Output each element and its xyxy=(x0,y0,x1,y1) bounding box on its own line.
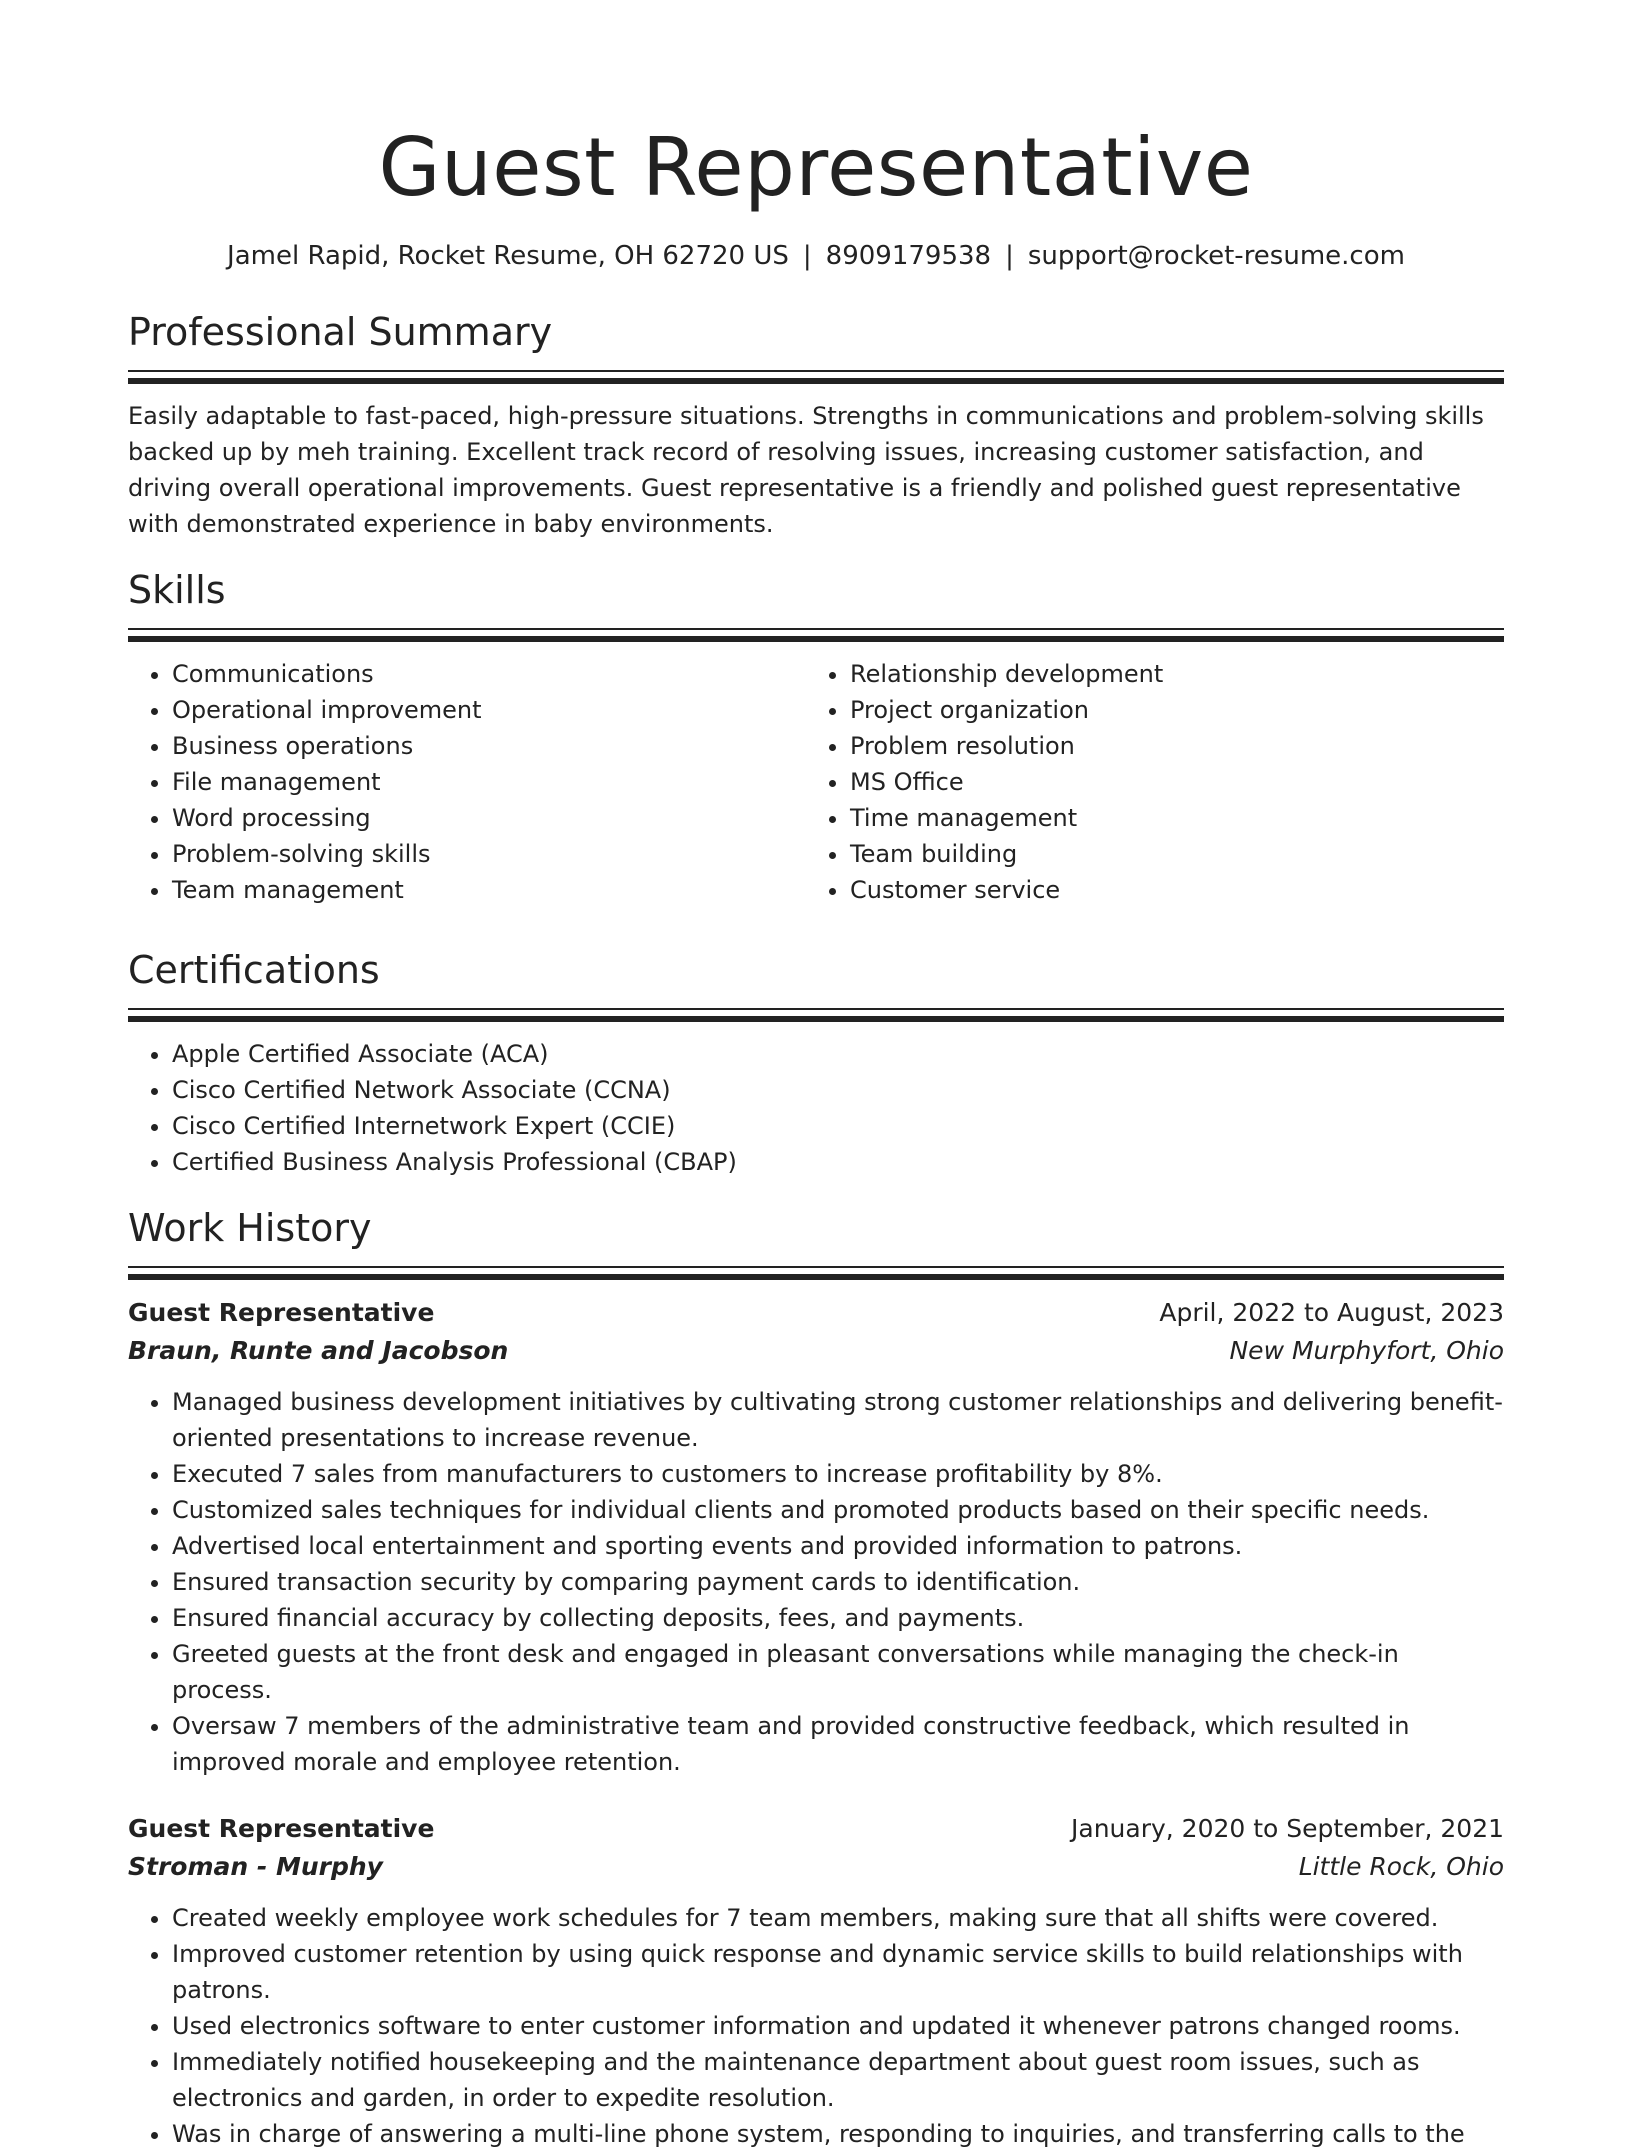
skills-section xyxy=(128,566,1504,908)
job-subheader-row xyxy=(128,1332,1504,1370)
skill-item: • File management xyxy=(172,764,806,800)
resume-title: Guest Representative xyxy=(378,121,1254,214)
job-bullet: • Ensured financial accuracy by collecting deposits, fees, and payments. xyxy=(172,1600,1504,1636)
job-bullets xyxy=(128,1900,1504,2152)
certification-item: • Cisco Certified Internetwork Expert (CCIE) xyxy=(172,1108,1504,1144)
job-dates: April, 2022 to August, 2023 xyxy=(1159,1298,1504,1327)
job-bullet: • Oversaw 7 members of the administrative team and provided constructive feedback, which resulted in improved morale and employee retention. xyxy=(172,1708,1504,1780)
section-rule-thin xyxy=(128,1008,1504,1010)
certifications-list xyxy=(128,1036,1504,1180)
job-location: New Murphyfort, Ohio xyxy=(1229,1336,1504,1365)
job-bullet: • Ensured transaction security by comparing payment cards to identification. xyxy=(172,1564,1504,1600)
skill-item: • MS Office xyxy=(850,764,1484,800)
skill-item: • Project organization xyxy=(850,692,1484,728)
job-entry xyxy=(128,1294,1504,1780)
job-company: Braun, Runte and Jacobson xyxy=(128,1336,509,1365)
certification-item: • Certified Business Analysis Professional (CBAP) xyxy=(172,1144,1504,1180)
skill-item: • Problem-solving skills xyxy=(172,836,806,872)
skill-item: • Business operations xyxy=(172,728,806,764)
job-bullets xyxy=(128,1384,1504,1780)
section-heading: Professional Summary xyxy=(128,310,553,354)
skill-item: • Communications xyxy=(172,656,806,692)
job-bullet: • Advertised local entertainment and sporting events and provided information to patrons. xyxy=(172,1528,1504,1564)
section-rule-thick xyxy=(128,1274,1504,1280)
skills-grid xyxy=(128,656,1504,908)
section-rule-thick xyxy=(128,378,1504,384)
section-rule-thin xyxy=(128,1266,1504,1268)
section-heading: Skills xyxy=(128,568,226,612)
contact-line xyxy=(128,238,1504,274)
contact-separator: | xyxy=(802,241,812,271)
certification-item: • Cisco Certified Network Associate (CCNA) xyxy=(172,1072,1504,1108)
job-title: Guest Representative xyxy=(128,1298,435,1327)
skills-list-left xyxy=(128,656,806,908)
job-subheader-row xyxy=(128,1848,1504,1886)
contact-address: Jamel Rapid, Rocket Resume, OH 62720 US xyxy=(227,241,789,271)
section-heading: Work History xyxy=(128,1206,372,1250)
job-bullet: • Immediately notified housekeeping and the maintenance department about guest room issues, such as electronics and garden, in order to expedite resolution. xyxy=(172,2044,1504,2116)
summary-section xyxy=(128,308,1504,542)
certifications-section xyxy=(128,946,1504,1180)
job-bullet: • Greeted guests at the front desk and engaged in pleasant conversations while managing the check-in process. xyxy=(172,1636,1504,1708)
skill-item: • Operational improvement xyxy=(172,692,806,728)
section-heading: Certifications xyxy=(128,948,380,992)
job-dates: January, 2020 to September, 2021 xyxy=(1071,1814,1504,1843)
contact-separator: | xyxy=(1005,241,1014,271)
job-bullet: • Managed business development initiatives by cultivating strong customer relationships and delivering benefit-oriented presentations to increase revenue. xyxy=(172,1384,1504,1456)
summary-text: Easily adaptable to fast-paced, high-pressure situations. Strengths in communications and problem-solving skills backed up by meh training. Excellent track record of resolving issues, increasing customer satisfaction, and driving overall operational improvements. Guest representative is a friendly and polished guest representative with demonstrated experience in baby environments. xyxy=(128,402,1484,538)
job-bullet: • Executed 7 sales from manufacturers to customers to increase profitability by 8%. xyxy=(172,1456,1504,1492)
section-rule-thin xyxy=(128,628,1504,630)
job-bullet: • Customized sales techniques for individual clients and promoted products based on their specific needs. xyxy=(172,1492,1504,1528)
job-header-row xyxy=(128,1294,1504,1332)
job-bullet: • Was in charge of answering a multi-line phone system, responding to inquiries, and transferring calls to the xyxy=(172,2116,1504,2152)
job-bullet: • Created weekly employee work schedules for 7 team members, making sure that all shifts were covered. xyxy=(172,1900,1504,1936)
job-header-row xyxy=(128,1810,1504,1848)
skill-item: • Relationship development xyxy=(850,656,1484,692)
section-rule-thin xyxy=(128,370,1504,372)
work-history-section xyxy=(128,1204,1504,2152)
job-location: Little Rock, Ohio xyxy=(1298,1852,1504,1881)
skill-item: • Team building xyxy=(850,836,1484,872)
skill-item: • Problem resolution xyxy=(850,728,1484,764)
section-rule-thick xyxy=(128,636,1504,642)
contact-phone: 8909179538 xyxy=(825,241,992,271)
skills-list-right xyxy=(806,656,1484,908)
skill-item: • Team management xyxy=(172,872,806,908)
contact-email: support@rocket-resume.com xyxy=(1027,241,1405,271)
skill-item: • Word processing xyxy=(172,800,806,836)
skill-item: • Customer service xyxy=(850,872,1484,908)
skill-item: • Time management xyxy=(850,800,1484,836)
job-company: Stroman - Murphy xyxy=(128,1852,383,1881)
job-entry xyxy=(128,1810,1504,2152)
certification-item: • Apple Certified Associate (ACA) xyxy=(172,1036,1504,1072)
job-bullet: • Improved customer retention by using quick response and dynamic service skills to build relationships with patrons. xyxy=(172,1936,1504,2008)
job-title: Guest Representative xyxy=(128,1814,435,1843)
section-rule-thick xyxy=(128,1016,1504,1022)
job-bullet: • Used electronics software to enter customer information and updated it whenever patrons changed rooms. xyxy=(172,2008,1504,2044)
